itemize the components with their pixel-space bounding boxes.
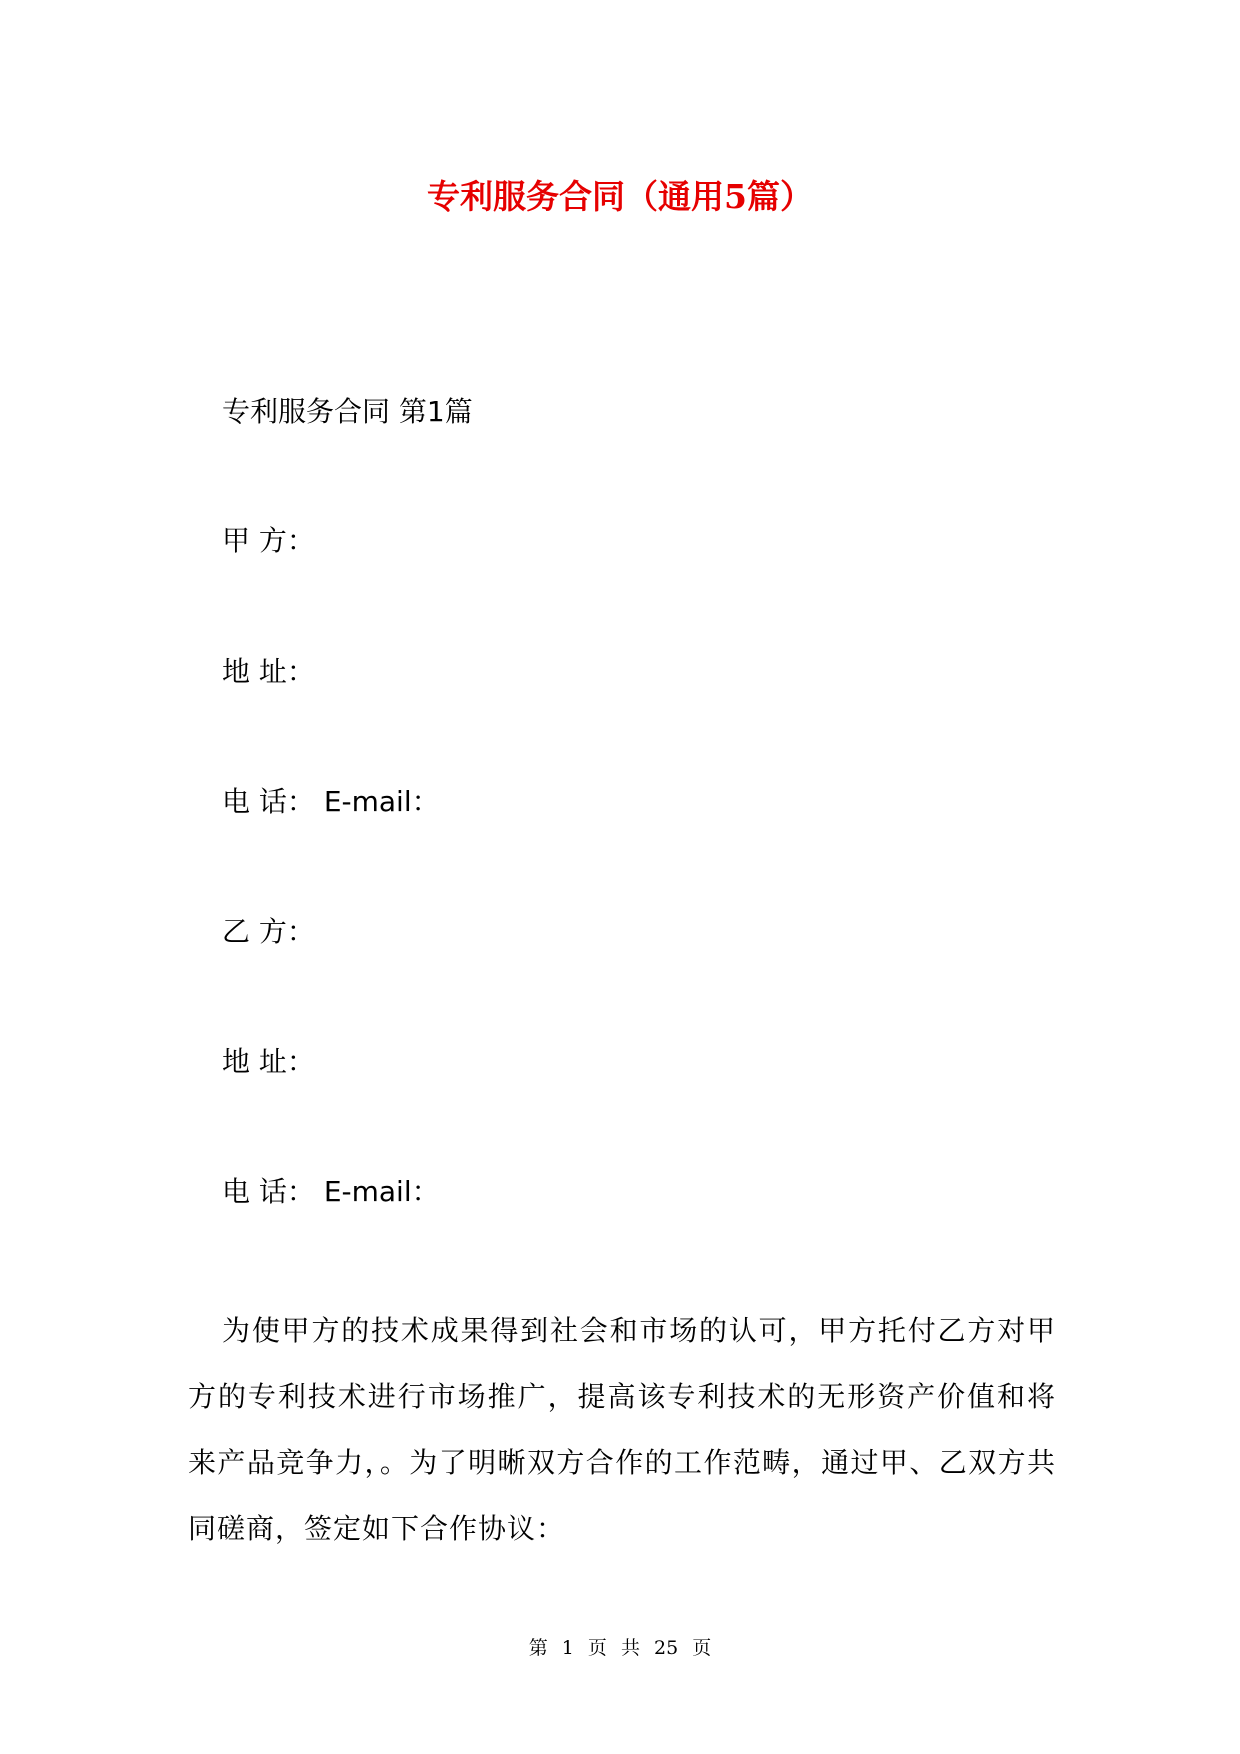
party-b-email-label: E-mail： [323, 1175, 440, 1208]
party-a-address-label: 地 址： [222, 655, 315, 688]
party-b-label: 乙 方： [222, 915, 315, 948]
party-b-contact-line [222, 1172, 440, 1212]
party-a-contact-line [222, 782, 440, 822]
intro-paragraph: 为使甲方的技术成果得到社会和市场的认可，甲方托付乙方对甲方的专利技术进行市场推广，提高该专利技术的无形资产价值和将来产品竞争力，。为了明晰双方合作的工作范畴，通过甲、乙双方共同磋商，签定如下合作协议： [188, 1314, 1056, 1545]
party-b-phone-label: 电 话： [222, 1175, 315, 1208]
party-a-phone-label: 电 话： [222, 785, 315, 818]
document-title: 专利服务合同（通用5篇） [427, 177, 813, 216]
page-footer: 第 1 页 共 25 页 [528, 1637, 712, 1659]
party-a-email-label: E-mail： [323, 785, 440, 818]
section-heading: 专利服务合同 第1篇 [222, 395, 473, 428]
party-a-label: 甲 方： [222, 524, 315, 557]
party-b-address-label: 地 址： [222, 1045, 315, 1078]
